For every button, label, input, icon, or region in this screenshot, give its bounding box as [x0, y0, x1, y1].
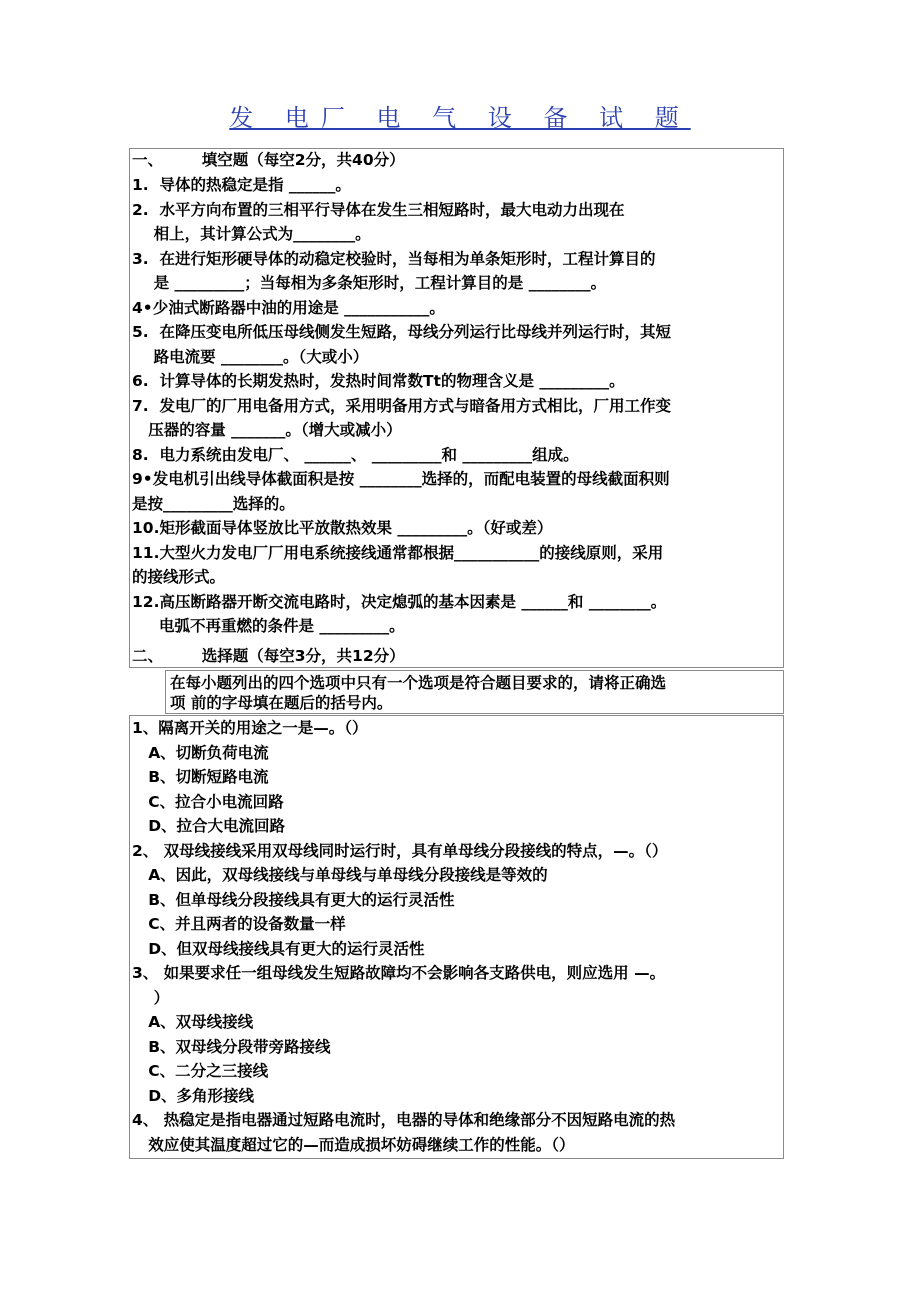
question-line: ）: [132, 988, 170, 1007]
question-line: 6. 计算导体的长期发热时，发热时间常数Tt的物理含义是 _________。: [132, 372, 625, 390]
question-line: 1. 导体的热稳定是指 ______。: [132, 176, 351, 194]
question-line: 11.大型火力发电厂厂用电系统接线通常都根据___________的接线原则，采用: [132, 543, 664, 562]
question-line: 3、 如果要求任一组母线发生短路故障均不会影响各支路供电，则应选用 —。: [132, 964, 666, 982]
question-line: C、二分之三接线: [132, 1062, 269, 1080]
question-line: 路电流要 ________。（大或小）: [132, 347, 369, 366]
question-line: 9•发电机引出线导体截面积是按 ________选择的，而配电装置的母线截面积则: [132, 470, 670, 488]
question-line: 效应使其温度超过它的—而造成损坏妨碍继续工作的性能。（）: [132, 1135, 575, 1154]
section-header: 一、 填空题（每空2分，共40分）: [132, 151, 405, 169]
question-line: 2、 双母线接线采用双母线同时运行时，具有单母线分段接线的特点，—。（）: [132, 841, 668, 860]
instructions-line: 在每小题列出的四个选项中只有一个选项是符合题目要求的，请将正确选: [170, 674, 667, 692]
question-line: D、拉合大电流回路: [132, 817, 286, 835]
question-line: 相上，其计算公式为________。: [132, 225, 371, 243]
question-line: 电弧不再重燃的条件是 _________。: [132, 617, 405, 635]
question-line: 5. 在降压变电所低压母线侧发生短路，母线分列运行比母线并列运行时，其短: [132, 323, 671, 341]
question-line: C、并且两者的设备数量一样: [132, 915, 346, 933]
question-line: 10.矩形截面导体竖放比平放散热效果 _________。（好或差）: [132, 519, 553, 537]
section-header: 二、 选择题（每空3分，共12分）: [132, 647, 405, 665]
question-line: 2. 水平方向布置的三相平行导体在发生三相短路时，最大电动力出现在: [132, 200, 625, 219]
question-line: 4•少油式断路器中油的用途是 ___________。: [132, 298, 445, 317]
question-line: D、但双母线接线具有更大的运行灵活性: [132, 939, 425, 958]
question-line: D、多角形接线: [132, 1086, 255, 1105]
instructions-line: 项 前的字母填在题后的括号内。: [170, 694, 393, 712]
question-line: 压器的容量 _______。（增大或减小）: [132, 421, 402, 439]
question-line: 的接线形式。: [132, 568, 226, 586]
question-line: 4、 热稳定是指电器通过短路电流时，电器的导体和绝缘部分不因短路电流的热: [132, 1111, 676, 1129]
question-line: 12.高压断路器开断交流电路时，决定熄弧的基本因素是 ______和 ________。: [132, 592, 667, 611]
question-line: A、因此，双母线接线与单母线与单母线分段接线是等效的: [132, 866, 548, 884]
question-line: B、双母线分段带旁路接线: [132, 1037, 331, 1056]
question-line: 8. 电力系统由发电厂、 ______、 _________和 _________组成。: [132, 445, 579, 464]
question-line: C、拉合小电流回路: [132, 792, 284, 811]
question-line: 是 _________；当每相为多条矩形时，工程计算目的是 ________。: [132, 274, 607, 292]
question-line: A、切断负荷电流: [132, 743, 269, 762]
document-title: 发 电厂 电 气 设 备 试 题: [229, 104, 691, 132]
question-line: 1、隔离开关的用途之一是—。（）: [132, 719, 368, 737]
question-line: A、双母线接线: [132, 1013, 254, 1031]
question-line: 3. 在进行矩形硬导体的动稳定校验时，当每相为单条矩形时，工程计算目的: [132, 249, 656, 268]
question-line: 是按_________选择的。: [132, 494, 295, 513]
question-line: B、切断短路电流: [132, 768, 269, 786]
question-line: B、但单母线分段接线具有更大的运行灵活性: [132, 890, 455, 909]
question-line: 7. 发电厂的厂用电备用方式，采用明备用方式与暗备用方式相比，厂用工作变: [132, 396, 671, 415]
